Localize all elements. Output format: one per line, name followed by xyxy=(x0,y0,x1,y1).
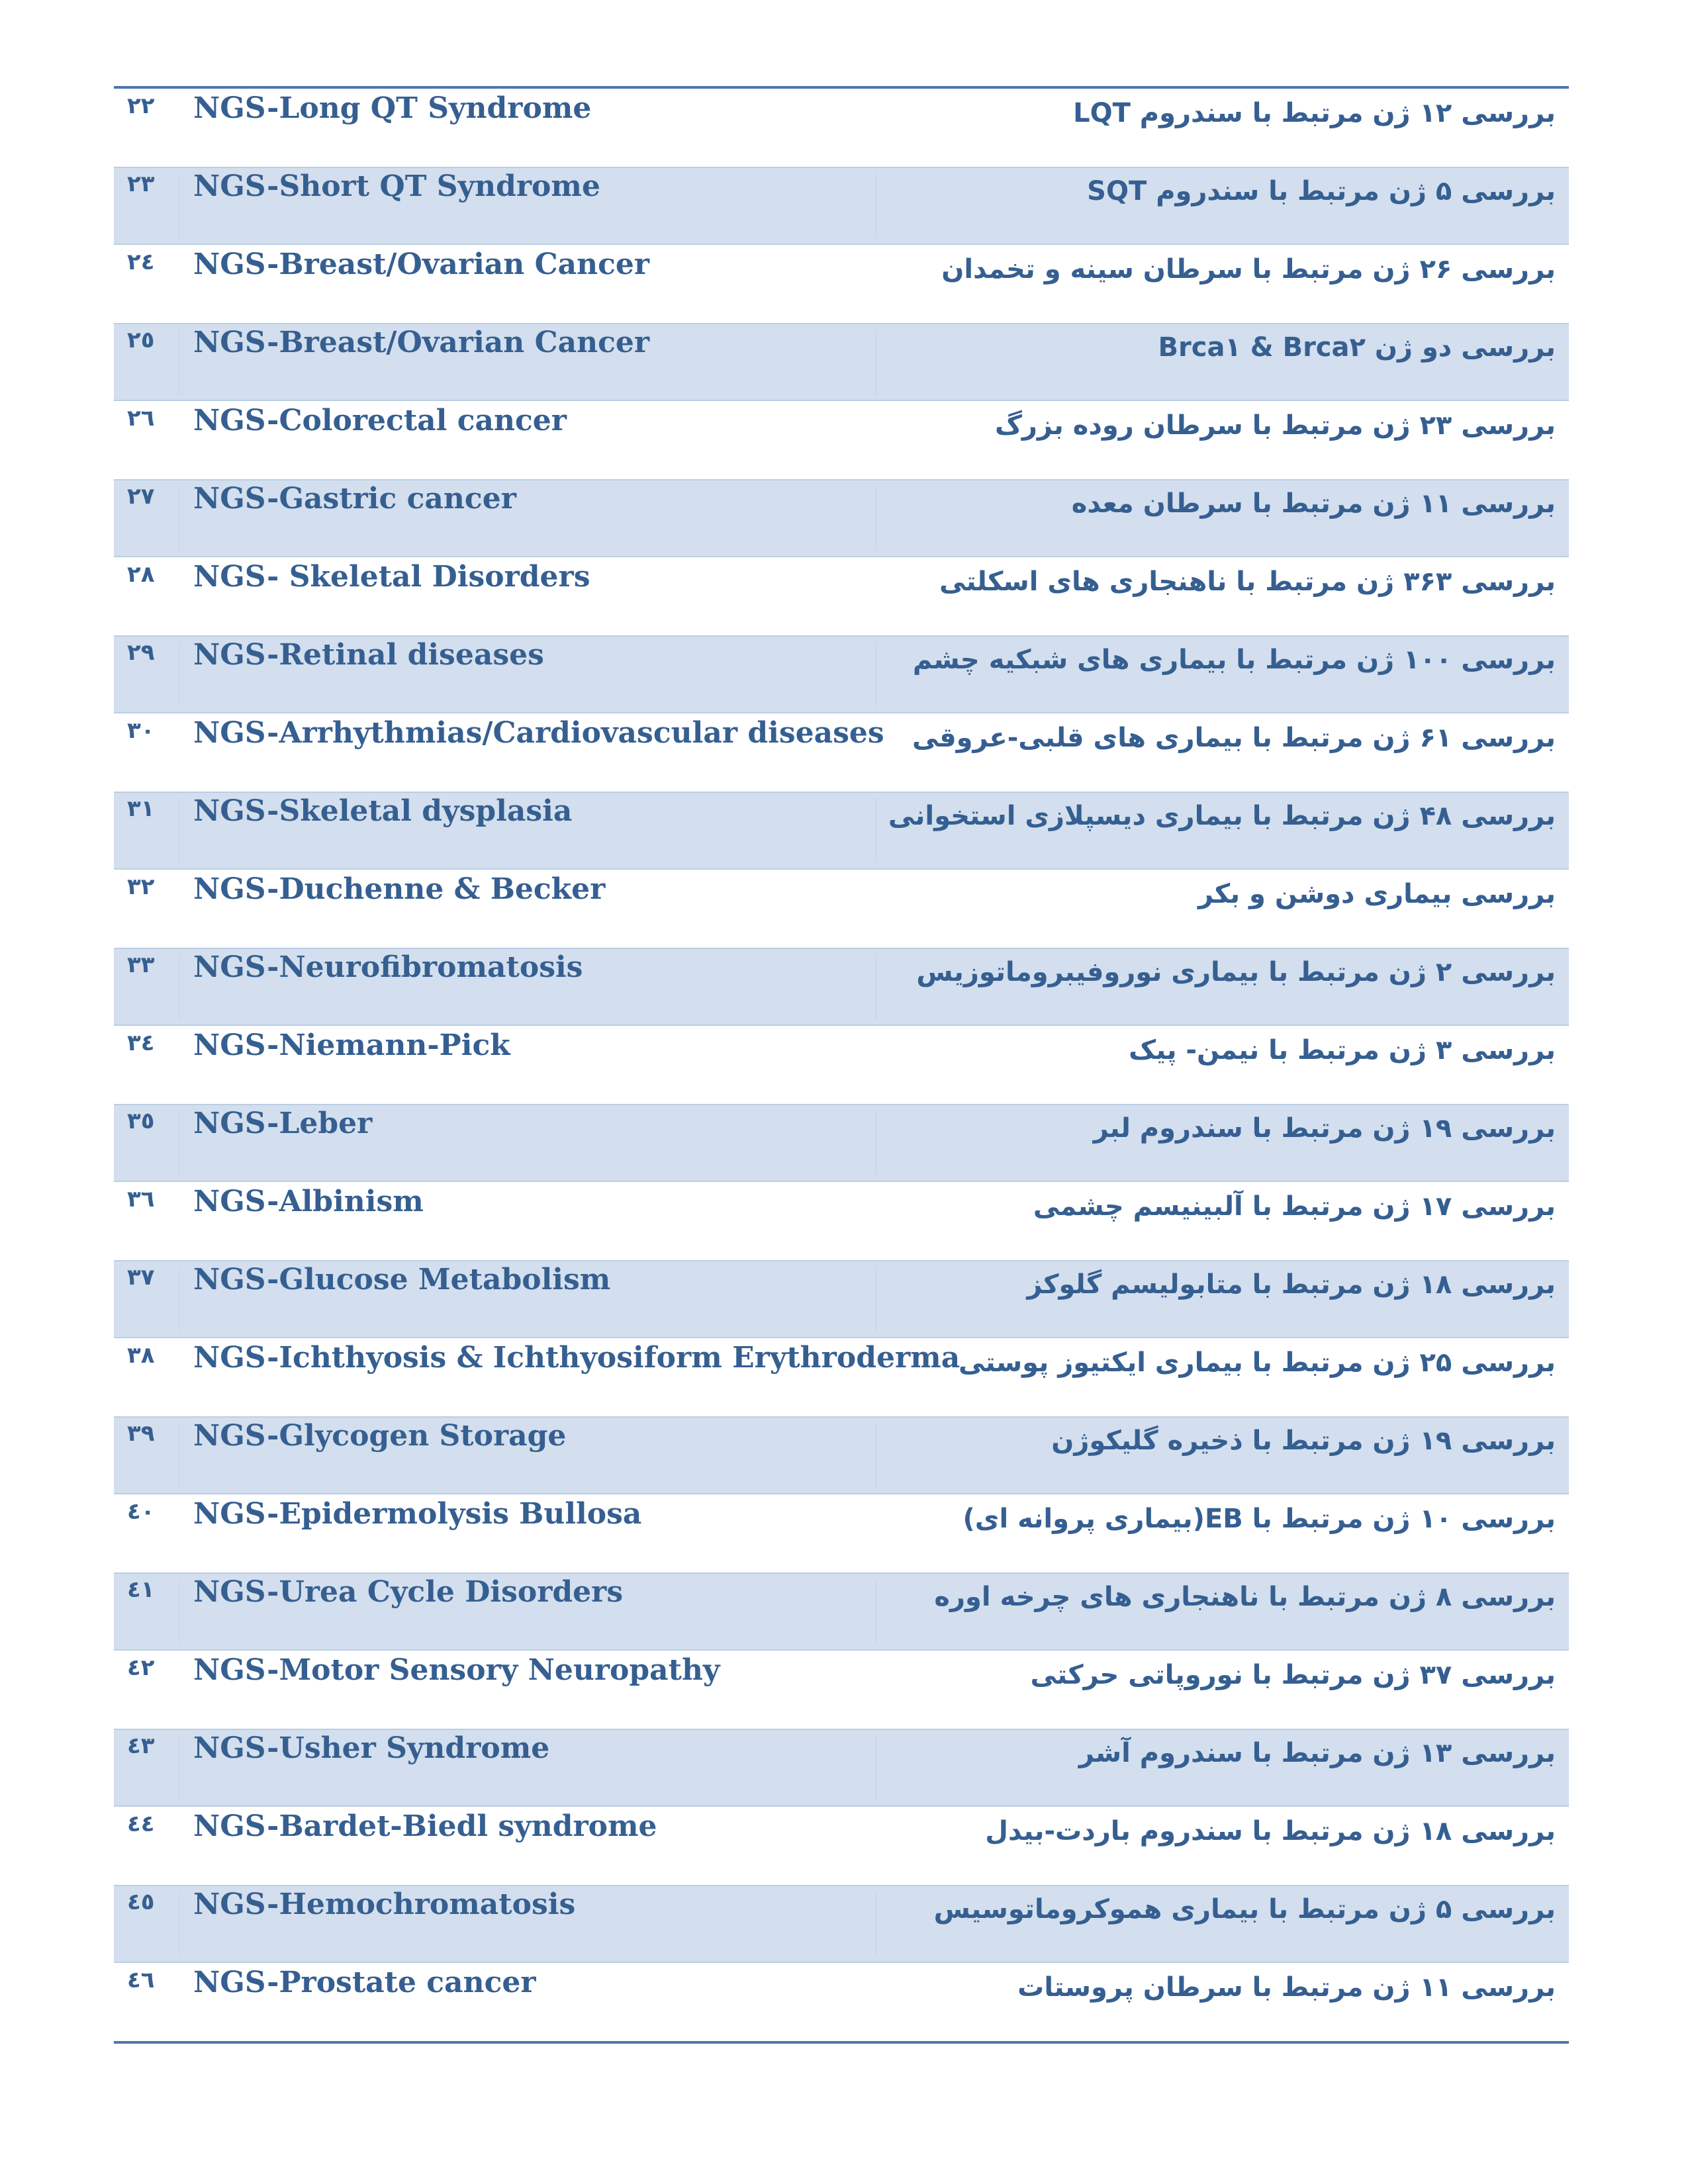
test-name: NGS-Neurofibromatosis xyxy=(193,950,583,984)
test-description: بررسی ۲۶ ژن مرتبط با سرطان سینه و تخمدان xyxy=(941,254,1556,285)
test-description: بررسی ۱۹ ژن مرتبط با سندروم لبر xyxy=(1093,1113,1556,1144)
row-number: ٤۲ xyxy=(127,1655,155,1681)
table-row xyxy=(114,635,1569,713)
test-description: بررسی ۶۱ ژن مرتبط با بیماری های قلبی-عروقی xyxy=(912,723,1556,753)
test-description: بررسی بیماری دوشن و بکر xyxy=(1197,879,1556,909)
column-divider xyxy=(875,1891,876,1956)
test-description: بررسی ۱۸ ژن مرتبط با سندروم باردت-بیدل xyxy=(985,1816,1556,1846)
test-name: NGS-Arrhythmias/Cardiovascular diseases xyxy=(193,716,884,750)
row-number: ۳۳ xyxy=(127,952,155,978)
test-name: NGS-Urea Cycle Disorders xyxy=(193,1575,624,1609)
test-name: NGS-Niemann-Pick xyxy=(193,1028,510,1062)
column-divider xyxy=(875,1579,876,1644)
column-divider xyxy=(875,1735,876,1800)
table-row xyxy=(114,401,1569,479)
test-name: NGS-Albinism xyxy=(193,1185,424,1218)
column-divider xyxy=(875,954,876,1019)
row-number: ۲۲ xyxy=(127,93,155,119)
test-name: NGS-Glucose Metabolism xyxy=(193,1263,611,1297)
table-row xyxy=(114,167,1569,245)
row-number: ٤٤ xyxy=(127,1811,155,1837)
row-number: ۳۱ xyxy=(127,796,155,822)
row-number: ۳٤ xyxy=(127,1030,155,1056)
row-number: ۳٦ xyxy=(127,1186,155,1212)
test-name: NGS-Breast/Ovarian Cancer xyxy=(193,326,650,359)
test-description: بررسی ۱۳ ژن مرتبط با سندروم آشر xyxy=(1078,1738,1556,1768)
test-description: بررسی ۸ ژن مرتبط با ناهنجاری های چرخه اوره xyxy=(934,1582,1556,1612)
genetic-tests-table xyxy=(114,86,1569,2044)
test-name: NGS-Hemochromatosis xyxy=(193,1888,576,1921)
table-row xyxy=(114,1963,1569,2041)
test-description: بررسی ۲۳ ژن مرتبط با سرطان روده بزرگ xyxy=(994,410,1556,441)
table-row xyxy=(114,557,1569,635)
table-row xyxy=(114,713,1569,792)
test-name: NGS-Bardet-Biedl syndrome xyxy=(193,1809,657,1843)
table-row xyxy=(114,1572,1569,1651)
column-divider xyxy=(875,173,876,238)
column-divider xyxy=(875,486,876,551)
table-row xyxy=(114,1026,1569,1104)
test-description: بررسی ۱۲ ژن مرتبط با سندروم LQT xyxy=(1073,98,1556,128)
test-description: بررسی ۲۵ ژن مرتبط با بیماری ایکتیوز پوستی xyxy=(959,1347,1556,1378)
test-description: بررسی ۱۸ ژن مرتبط با متابولیسم گلوکز xyxy=(1027,1269,1556,1300)
table-row xyxy=(114,870,1569,948)
test-name: NGS-Duchenne & Becker xyxy=(193,872,606,906)
table-row xyxy=(114,1651,1569,1729)
column-divider xyxy=(875,642,876,707)
table-row xyxy=(114,479,1569,557)
table-row xyxy=(114,1494,1569,1572)
row-number: ٤۳ xyxy=(127,1733,155,1759)
test-description: بررسی ۱۷ ژن مرتبط با آلبینیسم چشمی xyxy=(1033,1191,1556,1222)
row-number: ۳۲ xyxy=(127,874,155,900)
test-name: NGS-Motor Sensory Neuropathy xyxy=(193,1653,720,1687)
table-row xyxy=(114,948,1569,1026)
test-name: NGS-Prostate cancer xyxy=(193,1966,536,1999)
test-description: بررسی ۱۹ ژن مرتبط با ذخیره گلیکوژن xyxy=(1051,1426,1556,1456)
table-row xyxy=(114,245,1569,323)
row-number: ۳۰ xyxy=(127,717,155,744)
table-row xyxy=(114,1104,1569,1182)
row-number: ۲۳ xyxy=(127,171,155,197)
row-number: ۲٦ xyxy=(127,405,155,432)
test-name: NGS-Long QT Syndrome xyxy=(193,91,592,125)
column-divider xyxy=(875,1267,876,1332)
table-row xyxy=(114,1182,1569,1260)
test-description: بررسی ۱۱ ژن مرتبط با سرطان پروستات xyxy=(1017,1972,1556,2003)
test-name: NGS-Glycogen Storage xyxy=(193,1419,567,1453)
table-row xyxy=(114,1885,1569,1963)
test-description: بررسی دو ژن Brca۱ & Brca۲ xyxy=(1158,332,1556,363)
row-number: ۲۷ xyxy=(127,483,155,510)
column-divider xyxy=(875,1111,876,1175)
table-row xyxy=(114,1416,1569,1494)
row-number: ٤۱ xyxy=(127,1576,155,1603)
test-description: بررسی ۵ ژن مرتبط با سندروم SQT xyxy=(1087,176,1556,206)
test-name: NGS-Colorectal cancer xyxy=(193,404,567,437)
table-row xyxy=(114,1260,1569,1338)
test-name: NGS-Skeletal dysplasia xyxy=(193,794,573,828)
table-row xyxy=(114,1807,1569,1885)
column-divider xyxy=(875,330,876,394)
table-row xyxy=(114,1338,1569,1416)
row-number: ۲٤ xyxy=(127,249,155,275)
test-description: بررسی ۳۷ ژن مرتبط با نوروپاتی حرکتی xyxy=(1030,1660,1556,1690)
test-name: NGS-Ichthyosis & Ichthyosiform Erythroderma xyxy=(193,1341,961,1375)
test-description: بررسی ۲ ژن مرتبط با بیماری نوروفیبروماتوزیس xyxy=(916,957,1556,987)
test-name: NGS-Gastric cancer xyxy=(193,482,516,516)
row-number: ٤۰ xyxy=(127,1498,155,1525)
table-row xyxy=(114,792,1569,870)
row-number: ۲۸ xyxy=(127,561,155,588)
test-name: NGS-Short QT Syndrome xyxy=(193,169,600,203)
test-description: بررسی ۱۰۰ ژن مرتبط با بیماری های شبکیه چشم xyxy=(912,645,1556,675)
table-row xyxy=(114,323,1569,401)
column-divider xyxy=(875,1423,876,1488)
row-number: ۳٥ xyxy=(127,1108,155,1134)
test-description: بررسی ۳۶۳ ژن مرتبط با ناهنجاری های اسکلتی xyxy=(939,567,1556,597)
row-number: ٤٦ xyxy=(127,1967,155,1993)
test-description: بررسی ۳ ژن مرتبط با نیمن- پیک xyxy=(1129,1035,1556,1066)
test-description: بررسی ۱۱ ژن مرتبط با سرطان معده xyxy=(1071,488,1556,519)
test-description: بررسی ۴۸ ژن مرتبط با بیماری دیسپلازی استخوانی xyxy=(888,801,1556,831)
test-description: بررسی ۵ ژن مرتبط با بیماری هموکروماتوسیس xyxy=(933,1894,1556,1925)
column-divider xyxy=(875,798,876,863)
row-number: ۳۹ xyxy=(127,1420,155,1447)
test-name: NGS-Leber xyxy=(193,1107,373,1140)
row-number: ۲۹ xyxy=(127,639,155,666)
row-number: ۲٥ xyxy=(127,327,155,353)
test-description: بررسی ۱۰ ژن مرتبط با EB(بیماری پروانه ای) xyxy=(962,1504,1556,1534)
row-number: ۳۷ xyxy=(127,1264,155,1291)
test-name: NGS- Skeletal Disorders xyxy=(193,560,590,594)
test-name: NGS-Epidermolysis Bullosa xyxy=(193,1497,642,1531)
test-name: NGS-Breast/Ovarian Cancer xyxy=(193,248,650,281)
row-number: ٤٥ xyxy=(127,1889,155,1915)
test-name: NGS-Retinal diseases xyxy=(193,638,544,672)
row-number: ۳۸ xyxy=(127,1342,155,1369)
test-name: NGS-Usher Syndrome xyxy=(193,1731,550,1765)
table-row xyxy=(114,89,1569,167)
table-row xyxy=(114,1729,1569,1807)
